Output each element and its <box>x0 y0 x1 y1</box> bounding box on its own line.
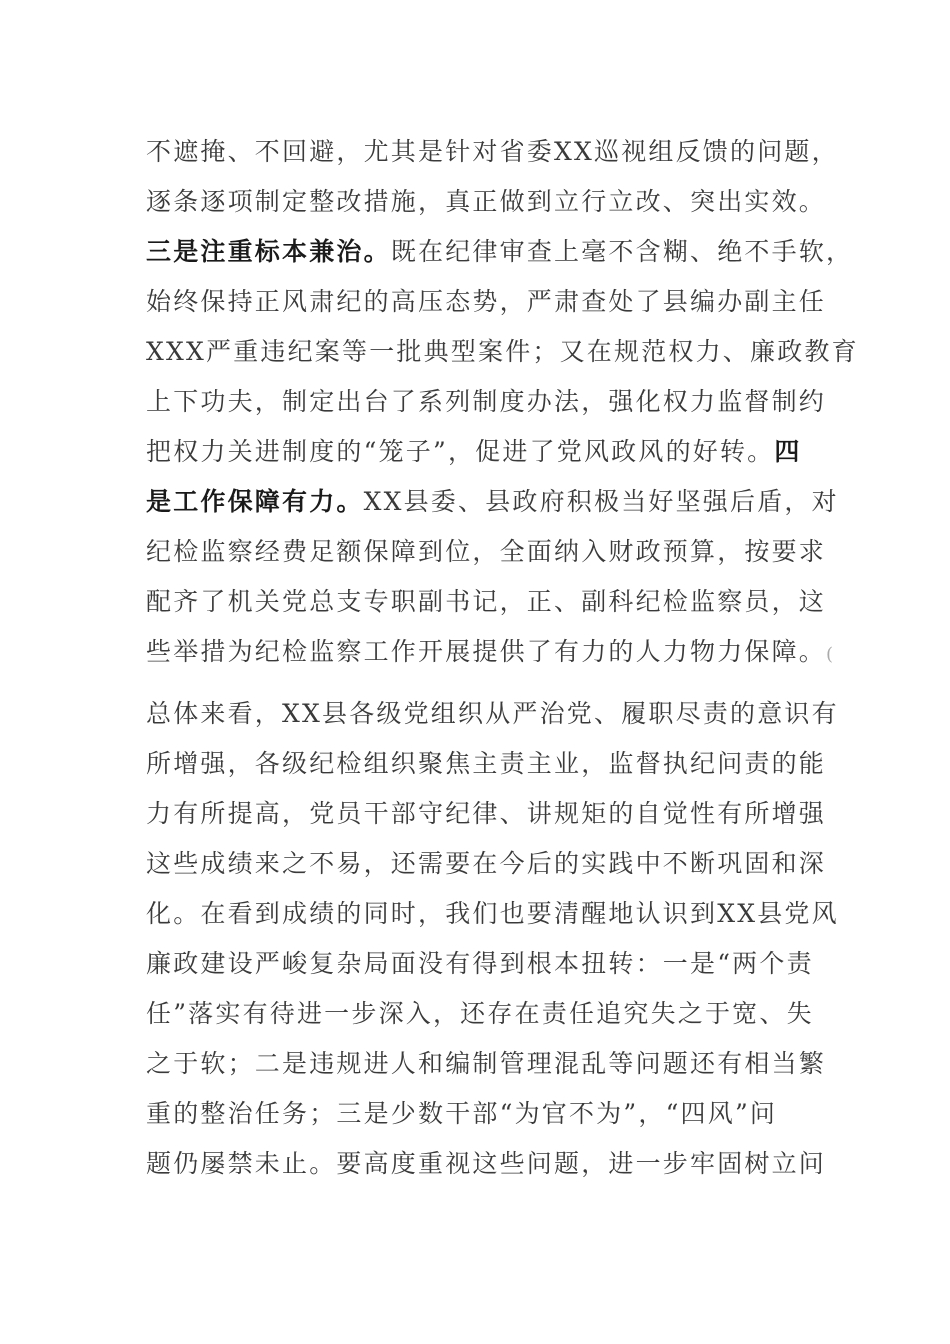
text-line: 所增强，各级纪检组织聚焦主责主业，监督执纪问责的能 <box>146 749 827 778</box>
text-line <box>146 485 839 519</box>
text-line: XXX严重违纪案等一批典型案件；又在规范权力、廉政教育 <box>146 337 859 366</box>
text-line: 题仍屡禁未止。要高度重视这些问题，进一步牢固树立问 <box>146 1149 827 1178</box>
text-run: XX县委、县政府积极当好坚强后盾，对 <box>363 487 839 516</box>
text-line <box>146 235 854 269</box>
text-line: 配齐了机关党总支专职副书记，正、副科纪检监察员，这 <box>146 587 827 616</box>
text-line: 力有所提高，党员干部守纪律、讲规矩的自觉性有所增强 <box>146 799 827 828</box>
text-line: 任”落实有待进一步深入，还存在责任追究失之于宽、失 <box>146 999 814 1028</box>
text-line <box>146 435 826 469</box>
text-line: 廉政建设严峻复杂局面没有得到根本扭转：一是“两个责 <box>146 949 814 978</box>
text-run: 把权力关进制度的“笼子”，促进了党风政风的好转。 <box>146 437 775 466</box>
bold-heading: 是工作保障有力。 <box>146 487 364 516</box>
text-line: 不遮掩、不回避，尤其是针对省委XX巡视组反馈的问题， <box>146 137 839 166</box>
paragraph-mark: ( <box>826 644 836 665</box>
text-line: 之于软；二是违规进人和编制管理混乱等问题还有相当繁 <box>146 1049 827 1078</box>
text-line: 总体来看，XX县各级党组织从严治党、履职尽责的意识有 <box>146 699 839 728</box>
text-line: 上下功夫，制定出台了系列制度办法，强化权力监督制约 <box>146 387 827 416</box>
bold-heading: 四 <box>774 437 802 466</box>
text-line: 这些成绩来之不易，还需要在今后的实践中不断巩固和深 <box>146 849 827 878</box>
text-line: 逐条逐项制定整改措施，真正做到立行立改、突出实效。 <box>146 187 827 216</box>
text-run: 些举措为纪检监察工作开展提供了有力的人力物力保障。 <box>146 637 827 666</box>
text-line: 重的整治任务；三是少数干部“为官不为”，“四风”问 <box>146 1099 778 1128</box>
text-run: 既在纪律审查上毫不含糊、绝不手软， <box>390 237 854 266</box>
bold-heading: 三是注重标本兼治。 <box>146 237 391 266</box>
text-line: 始终保持正风肃纪的高压态势，严肃查处了县编办副主任 <box>146 287 827 316</box>
text-line: 纪检监察经费足额保障到位，全面纳入财政预算，按要求 <box>146 537 827 566</box>
text-line: 化。在看到成绩的同时，我们也要清醒地认识到XX县党风 <box>146 899 839 928</box>
text-line <box>146 635 836 672</box>
